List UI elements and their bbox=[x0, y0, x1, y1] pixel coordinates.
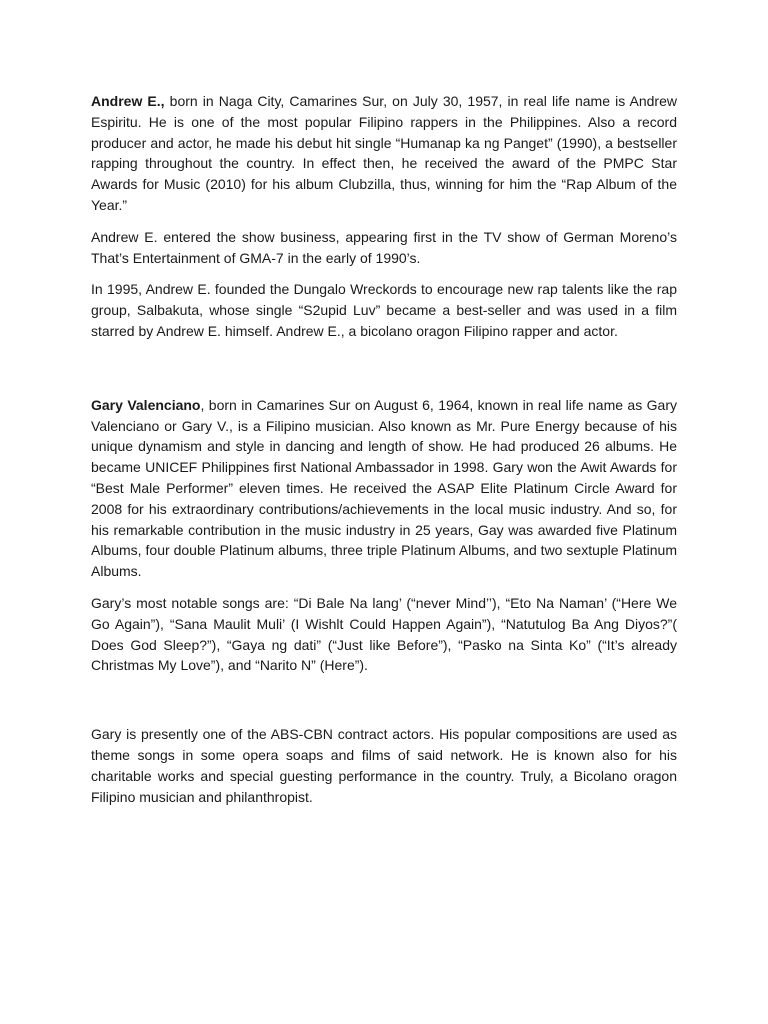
paragraph-text: In 1995, Andrew E. founded the Dungalo Wreckords to encourage new rap talents like the rap group, Salbakuta, whose single “S2upid Luv” became a best-seller and was used in a film starred by Andrew E. himself. Andrew E., a bicolano oragon Filipino rapper and actor. bbox=[91, 281, 677, 339]
paragraph-andrew-showbiz bbox=[91, 227, 677, 269]
paragraph-gary-present bbox=[91, 724, 677, 807]
document-page bbox=[91, 91, 677, 807]
paragraph-text: born in Naga City, Camarines Sur, on July 30, 1957, in real life name is Andrew Espiritu. He is one of the most popular Filipino rappers in the Philippines. Also a record producer and actor, he made his debut hit single “Humanap ka ng Panget” (1990), a bestseller rapping throughout the country. In effect then, he received the award of the PMPC Star Awards for Music (2010) for his album Clubzilla, thus, winning for him the “Rap Album of the Year.” bbox=[91, 93, 677, 213]
paragraph-text: , born in Camarines Sur on August 6, 1964, known in real life name as Gary Valenciano or Gary V., is a Filipino musician. Also known as Mr. Pure Energy because of his unique dynamism and style in dancing and length of show. He had produced 26 albums. He became UNICEF Philippines first National Ambassador in 1998. Gary won the Awit Awards for “Best Male Performer” eleven times. He received the ASAP Elite Platinum Circle Award for 2008 for his extraordinary contributions/achievements in the local music industry. And so, for his remarkable contribution in the music industry in 25 years, Gay was awarded five Platinum Albums, four double Platinum albums, three triple Platinum Albums, and two sextuple Platinum Albums. bbox=[91, 396, 677, 580]
paragraph-text: Gary is presently one of the ABS-CBN contract actors. His popular compositions are used as theme songs in some opera soaps and films of said network. He is known also for his charitable works and special guesting performance in the country. Truly, a Bicolano oragon Filipino musician and philanthropist. bbox=[91, 726, 677, 805]
paragraph-andrew-label bbox=[91, 279, 677, 341]
name-gary-valenciano: Gary Valenciano bbox=[91, 396, 201, 413]
paragraph-text: Gary’s most notable songs are: “Di Bale Na lang’ (“never Mind’’), “Eto Na Naman’ (“Here We Go Again”), “Sana Maulit Muli’ (I Wishlt Could Happen Again”), “Natutulog Ba Ang Diyos?”( Does God Sleep?”), “Gaya ng dati” (“Just like Before”), “Pasko na Sinta Ko” (“It’s already Christmas My Love”), and “Narito N” (Here”). bbox=[91, 594, 677, 674]
paragraph-andrew-intro bbox=[91, 91, 677, 216]
paragraph-gary-intro bbox=[91, 395, 677, 582]
name-andrew-e: Andrew E., bbox=[91, 93, 165, 109]
paragraph-gary-songs bbox=[91, 593, 677, 676]
paragraph-text: Andrew E. entered the show business, appearing first in the TV show of German Moreno’s That’s Entertainment of GMA-7 in the early of 1990’s. bbox=[91, 228, 677, 266]
